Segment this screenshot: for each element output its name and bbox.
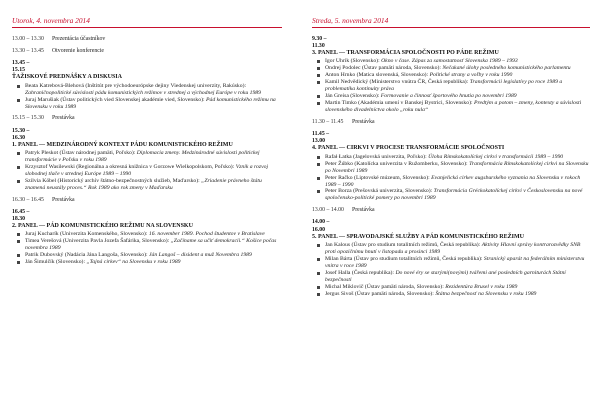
day-column-tuesday — [12, 16, 282, 271]
speaker-name: Ján Šimulčík (Slovensko): — [25, 259, 86, 266]
talk-title: Nečakané úlohy posledného komunistického parlamentu — [442, 65, 571, 72]
speaker-name: Ondrej Podolec (Ústav pamäti národa, Slovensko): — [325, 65, 441, 72]
speaker-item — [312, 100, 590, 114]
time-slot: 13.30 – 13.45 — [12, 48, 44, 55]
talk-title: Politické strany a voľby v roku 1990 — [429, 72, 513, 79]
speaker-item — [312, 79, 590, 93]
talk-title: Okno v čase. Zápas za samostatnosť Slovenska 1989 – 1993 — [381, 58, 518, 65]
talk-title: „Začíname sa učiť demokracii.“ Košice počas novembra 1989 — [25, 238, 277, 252]
talk-title: Štátna bezpečnosť na Slovensku v roku 1989 — [435, 290, 537, 297]
break-label: Prestávka — [352, 119, 375, 126]
session-title: 2. PANEL — PÁD KOMUNISTICKÉHO REŽIMU NA SLOVENSKU — [12, 223, 193, 230]
break-label: Prestávka — [52, 196, 75, 203]
talk-title: Transformácii legislatívy po roce 1989 a problematika kontinuity práva — [325, 79, 563, 93]
session-time: 13.45 – 15.15 — [12, 60, 30, 74]
speaker-item — [12, 259, 282, 266]
speaker-name: Beata Katrebová-Blehová (Inštitút pre východoeurópske dejiny Viedenskej univerzity, Rakúsko): — [25, 82, 247, 89]
time-slot: 13.00 – 14.00 — [312, 207, 344, 214]
talk-title: Diplomacia zmeny. Medzinárodné súvislosti politickej transformácie v Poľsku v roku 1989 — [25, 150, 260, 164]
break-row — [312, 119, 590, 126]
session-time: 15.30 – 16.30 — [12, 127, 30, 141]
speaker-name: Peter Račko (Liptovské múzeum, Slovensko): — [325, 174, 430, 181]
time-slot: 11.30 – 11.45 — [312, 119, 344, 126]
talk-title: Zahraničnopolitické súvislosti pádu komunistických režimov v strednej a východnej Európe v roku 1989 — [25, 89, 261, 96]
break-label: Prestávka — [52, 115, 75, 122]
speaker-list — [312, 242, 590, 298]
session-block — [12, 128, 282, 192]
talk-title: Aktivity Hlavní správy kontrarozvědky SNB proti opozičnímu hnutí v listopadu a prosinci 1989 — [325, 241, 581, 255]
time-slot: 15.15 – 15.30 — [12, 115, 44, 122]
talk-title: Pád komunistického režimu na Slovensku v roku 1989 — [25, 96, 276, 110]
break-row — [12, 115, 282, 122]
speaker-item — [12, 178, 282, 192]
day-heading: Utorok, 4. novembra 2014 — [12, 16, 282, 28]
talk-title: Do nové éry se starými(novými) tvářemi ané posledních garniturách Státní bezpečnosti — [325, 269, 566, 283]
time-slot: 16.30 – 16.45 — [12, 196, 44, 203]
speaker-name: Szilvia Köbel (Historický archív štátno-bezpečnostných služieb, Maďarsko): — [25, 177, 200, 184]
agenda-label: Prezentácia účastníkov — [52, 36, 106, 42]
session-block — [312, 36, 590, 114]
speaker-name: Peter Žúbko (Katolícka univerzita v Ružomberku, Slovensko): — [325, 160, 468, 167]
speaker-item — [312, 154, 590, 161]
speaker-name: Igor Uhrík (Slovensko): — [325, 58, 380, 65]
talk-title: Transformácia Rímskokatolíckej cirkvi na Slovensku po Novembri 1989 — [325, 160, 589, 174]
break-row — [312, 207, 590, 214]
session-title: 5. PANEL — SPRAVODAJSKÉ SLUŽBY A PÁD KOMUNISTICKÉHO REŽIMU — [312, 233, 524, 240]
speaker-list — [12, 150, 282, 192]
speaker-name: Jergus Sivoš (Ústav pamäti národa, Slovensko): — [325, 290, 434, 297]
speaker-list — [312, 58, 590, 114]
speaker-name: Jan Kalous (Ústav pro studium totalitních režimů, Česká republika): — [325, 241, 481, 248]
speaker-list — [12, 83, 282, 111]
session-time: 9.30 – 11.30 — [312, 36, 327, 50]
schedule-row — [12, 36, 282, 43]
day-column-wednesday — [312, 16, 590, 303]
talk-title: Transformácia Gréckokatolíckej cirkvi v Československu na nové spoločensko-politické pomery po novembri 1989 — [325, 188, 583, 202]
speaker-name: Milan Bárta (Ústav pro studium totalitních režimů, Česká republika): — [325, 255, 483, 262]
speaker-item — [312, 175, 590, 189]
session-block — [12, 209, 282, 266]
session-title: 1. PANEL — MEDZINÁRODNÝ KONTEXT PÁDU KOMUNISTICKÉHO REŽIMU — [12, 141, 233, 148]
speaker-name: Michal Miklovič (Ústav pamäti národa, Slovensko): — [325, 283, 444, 290]
talk-title: Evanjelická cirkev augsburského vyznania na Slovensku v rokoch 1989 – 1990 — [325, 174, 581, 188]
speaker-name: Martin Timko (Akadémia umení v Banskej Bystrici, Slovensko): — [325, 100, 473, 107]
talk-title: Stranický aparát na federálním ministerstvu vnitra v roce 1989 — [325, 255, 585, 269]
session-time: 11.45 – 13.00 — [312, 131, 330, 145]
speaker-item — [12, 83, 282, 97]
speaker-name: Kamil Nedvědický (Ministerstvo vnútra ČR, Česká republika): — [325, 79, 469, 86]
talk-title: Predtým a potom – zmeny, kontexty a súvislosti slovenského divadelníctva okolo „roku nula“ — [325, 100, 582, 114]
session-title: ŤAŽISKOVÉ PREDNÁŠKY A DISKUSIA — [12, 74, 122, 81]
speaker-name: Rafał Łatka (Jagelovská univerzita, Poľsko): — [325, 153, 427, 160]
session-title: 3. PANEL — TRANSFORMÁCIA SPOLOČNOSTI PO PÁDE REŽIMU — [312, 50, 499, 57]
day-heading: Streda, 5. novembra 2014 — [312, 16, 590, 28]
speaker-item — [312, 242, 590, 256]
speaker-name: Patrik Dubovský (Nadácia Jána Langoša, Slovensko): — [25, 252, 148, 259]
break-row — [12, 197, 282, 204]
talk-title: „Tajná cirkev“ na Slovensku v roku 1989 — [86, 259, 181, 266]
speaker-name: Peter Borza (Prešovská univerzita, Slovensko): — [325, 188, 433, 195]
speaker-name: Krzysztof Wasilewski (Regionálna a okresná knižnica v Gorzowe Wielkopolskom, Poľsko): — [25, 163, 235, 170]
speaker-list — [312, 154, 590, 203]
talk-title: Formovanie a činnosť športového hnutia po novembri 1989 — [380, 93, 517, 100]
talk-title: Vznik a rozvoj slobodnej tlače v strednej Európe 1989 – 1990 — [25, 163, 269, 177]
session-time: 14.00 – 16.00 — [312, 219, 330, 233]
speaker-item — [312, 161, 590, 175]
speaker-item — [12, 150, 282, 164]
speaker-item — [312, 284, 590, 291]
talk-title: Úloha Rímskokatolíckej cirkvi v transformácii 1989 – 1990 — [428, 153, 564, 160]
speaker-list — [12, 231, 282, 266]
session-block — [312, 219, 590, 297]
break-label: Prestávka — [352, 207, 375, 214]
time-slot: 13.00 – 13.30 — [12, 36, 44, 42]
speaker-item — [312, 256, 590, 270]
schedule-row — [12, 48, 282, 55]
speaker-name: Timea Verešová (Univerzita Pavla Jozefa Šafárika, Slovensko): — [25, 238, 170, 245]
talk-title: 16. november 1989. Pochod študentov v Bratislave — [148, 231, 265, 238]
talk-title: „Zriadenie právneho štátu znamená neustály proces.“ Rok 1989 ako rok zmeny v Maďarsku — [25, 177, 262, 191]
talk-title: Rezidentúra Brusel v roku 1989 — [445, 283, 518, 290]
speaker-item — [12, 97, 282, 111]
agenda-label: Otvorenie konferencie — [52, 48, 104, 55]
speaker-name: Patryk Pleskot (Ústav národnej pamäti, Poľsko): — [25, 150, 136, 157]
session-block — [312, 131, 590, 202]
session-title: 4. PANEL — CIRKVI V PROCESE TRANSFORMÁCIE SPOLOČNOSTI — [312, 145, 505, 152]
speaker-item — [312, 188, 590, 202]
speaker-item — [12, 164, 282, 178]
speaker-name: Anton Hrnko (Matica slovenská, Slovensko): — [325, 72, 429, 79]
speaker-name: Juraj Kucharík (Univerzita Komenského, Slovensko): — [25, 231, 148, 238]
speaker-item — [12, 238, 282, 252]
speaker-item — [312, 270, 590, 284]
speaker-name: Josef Halla (Česká republika): — [325, 269, 395, 276]
speaker-name: Ján Greisa (Slovensko): — [325, 93, 380, 100]
session-time: 16.45 – 18.30 — [12, 208, 30, 222]
speaker-name: Juraj Marušiak (Ústav politických vied Slovenskej akadémie vied, Slovensko): — [25, 96, 205, 103]
session-block — [12, 60, 282, 110]
speaker-item — [312, 291, 590, 298]
talk-title: Ján Langoš – disident a muž Novembra 1989 — [149, 252, 252, 259]
